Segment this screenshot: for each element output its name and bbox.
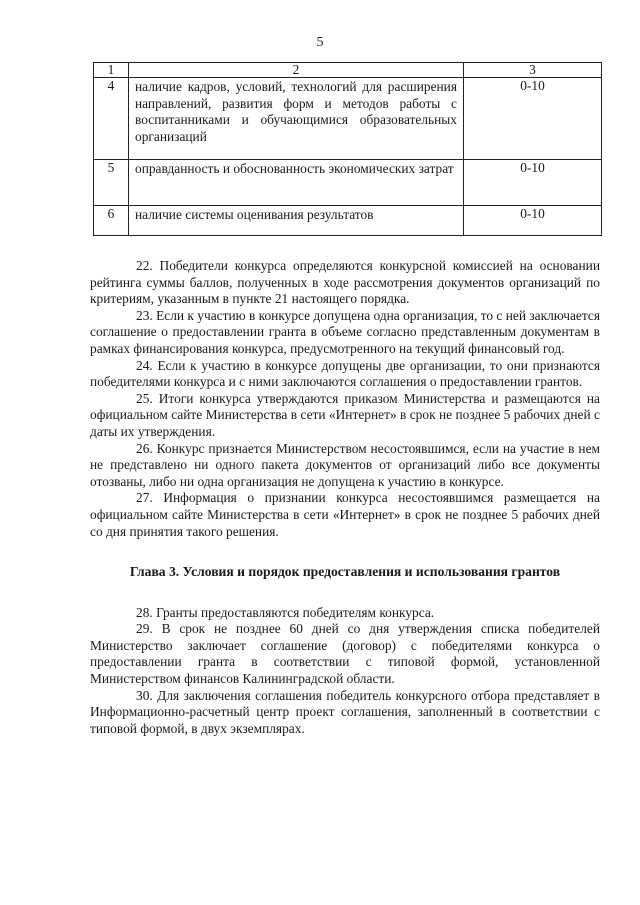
paragraph-24: 24. Если к участию в конкурсе допущены две организации, то они признаются победителями конкурса и с ними заключаются соглашения о предоставлении грантов. xyxy=(90,357,600,390)
chapter-heading: Глава 3. Условия и порядок предоставления и использования грантов xyxy=(129,564,561,580)
score-range: 0-10 xyxy=(464,160,602,206)
paragraph-23: 23. Если к участию в конкурсе допущена одна организация, то с ней заключается соглашение о предоставлении гранта в объеме согласно представленным документам в рамках финансирования конкурса, предусмотренного на текущий финансовый год. xyxy=(90,307,600,356)
criterion-text: оправданность и обоснованность экономических затрат xyxy=(129,160,464,206)
paragraph-22: 22. Победители конкурса определяются конкурсной комиссией на основании рейтинга суммы баллов, полученных в ходе рассмотрения документов организаций по критериям, указанным в пункте 21 настоящего порядка. xyxy=(90,258,600,307)
header-cell: 2 xyxy=(129,63,464,78)
table-row xyxy=(94,78,602,160)
paragraph-28: 28. Гранты предоставляются победителям конкурса. xyxy=(136,604,435,620)
criterion-text: наличие кадров, условий, технологий для расширения направлений, развития форм и методов работы с воспитанниками и обучающимися образовательных организаций xyxy=(129,78,464,160)
paragraph-25: 25. Итоги конкурса утверждаются приказом Министерства и размещаются на официальном сайте Министерства в сети «Интернет» в срок не позднее 5 рабочих дней с даты их утверждения. xyxy=(90,390,600,439)
paragraph-27: 27. Информация о признании конкурса несостоявшимся размещается на официальном сайте Министерства в сети «Интернет» в срок не позднее 5 рабочих дней со дня принятия такого решения. xyxy=(90,490,600,539)
row-number: 5 xyxy=(94,160,129,206)
page-number: 5 xyxy=(316,35,324,50)
row-number: 4 xyxy=(94,78,129,160)
table-row xyxy=(94,160,602,206)
document-body xyxy=(90,258,600,737)
header-cell: 3 xyxy=(464,63,602,78)
criteria-table xyxy=(93,62,602,236)
row-number: 6 xyxy=(94,206,129,236)
table-row xyxy=(94,206,602,236)
header-cell: 1 xyxy=(94,63,129,78)
score-range: 0-10 xyxy=(464,78,602,160)
criterion-text: наличие системы оценивания результатов xyxy=(129,206,464,236)
table-header-row xyxy=(94,63,602,78)
score-range: 0-10 xyxy=(464,206,602,236)
paragraph-26: 26. Конкурс признается Министерством несостоявшимся, если на участие в нем не представлено ни одного пакета документов от организаций либо все документы отозваны, либо ни одна организация не допущена к участию в конкурсе. xyxy=(90,440,600,489)
paragraph-30: 30. Для заключения соглашения победитель конкурсного отбора представляет в Информационно-расчетный центр проект соглашения, заполненный в соответствии с типовой формой, в двух экземплярах. xyxy=(90,687,600,736)
paragraph-29: 29. В срок не позднее 60 дней со дня утверждения списка победителей Министерство заключает соглашение (договор) с победителями конкурса о предоставлении гранта в соответствии с типовой формой, установленной Министерством финансов Калининградской области. xyxy=(90,621,600,687)
